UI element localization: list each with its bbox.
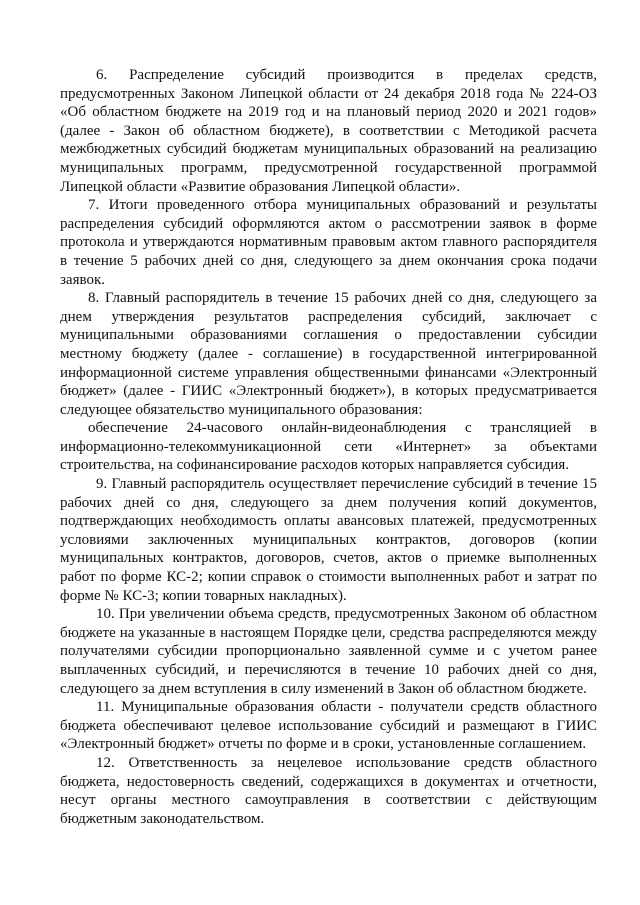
paragraph-12: 12. Ответственность за нецелевое использование средств областного бюджета, недостоверность сведений, содержащихся в документах и отчетности, несут органы местного самоуправления в соответствии с действующим бюджетным законодательством. [60, 754, 597, 827]
paragraph-9: 9. Главный распорядитель осуществляет перечисление субсидий в течение 15 рабочих дней со дня, следующего за днем получения копий документов, подтверждающих необходимость оплаты авансовых платежей, предусмотренных условиями заключенных муниципальных контрактов, договоров (копии муниципальных контрактов, договоров, счетов, актов о приемке выполненных работ по форме КС-2; копии справок о стоимости выполненных работ и затрат по форме № КС-3; копии товарных накладных). [60, 476, 597, 604]
paragraph-8-obligation: обеспечение 24-часового онлайн-видеонаблюдения с трансляцией в информационно-телекоммуникационной сети «Интернет» за объектами строительства, на софинансирование расходов которых направляется субсидия. [60, 420, 597, 474]
paragraph-10: 10. При увеличении объема средств, предусмотренных Законом об областном бюджете на указанные в настоящем Порядке цели, средства распределяются между получателями субсидии пропорционально заявленной сумме и с учетом ранее выплаченных субсидий, и перечисляются в течение 10 рабочих дней со дня, следующего за днем вступления в силу изменений в Закон об областном бюджете. [60, 606, 597, 697]
paragraph-7: 7. Итоги проведенного отбора муниципальных образований и результаты распределения субсидий оформляются актом о рассмотрении заявок в форме протокола и утверждаются нормативным правовым актом главного распорядителя в течение 5 рабочих дней со дня, следующего за днем окончания срока подачи заявок. [60, 197, 597, 288]
paragraph-6: 6. Распределение субсидий производится в пределах средств, предусмотренных Законом Липецкой области от 24 декабря 2018 года № 224-ОЗ «Об областном бюджете на 2019 год и на плановый период 2020 и 2021 годов» (далее - Закон об областном бюджете), в соответствии с Методикой расчета межбюджетных субсидий бюджетам муниципальных образований на реализацию муниципальных программ, предусмотренной государственной программой Липецкой области «Развитие образования Липецкой области». [60, 67, 597, 195]
document-body [60, 66, 597, 828]
paragraph-11: 11. Муниципальные образования области - получатели средств областного бюджета обеспечивают целевое использование субсидий и размещают в ГИИС «Электронный бюджет» отчеты по форме и в сроки, установленные соглашением. [60, 699, 597, 753]
paragraph-8: 8. Главный распорядитель в течение 15 рабочих дней со дня, следующего за днем утверждения результатов распределения субсидий, заключает с муниципальными образованиями соглашения о предоставлении субсидии местному бюджету (далее - соглашение) в государственной интегрированной информационной системе управления общественными финансами «Электронный бюджет» (далее - ГИИС «Электронный бюджет»), в которых предусматривается следующее обязательство муниципального образования: [60, 290, 597, 418]
